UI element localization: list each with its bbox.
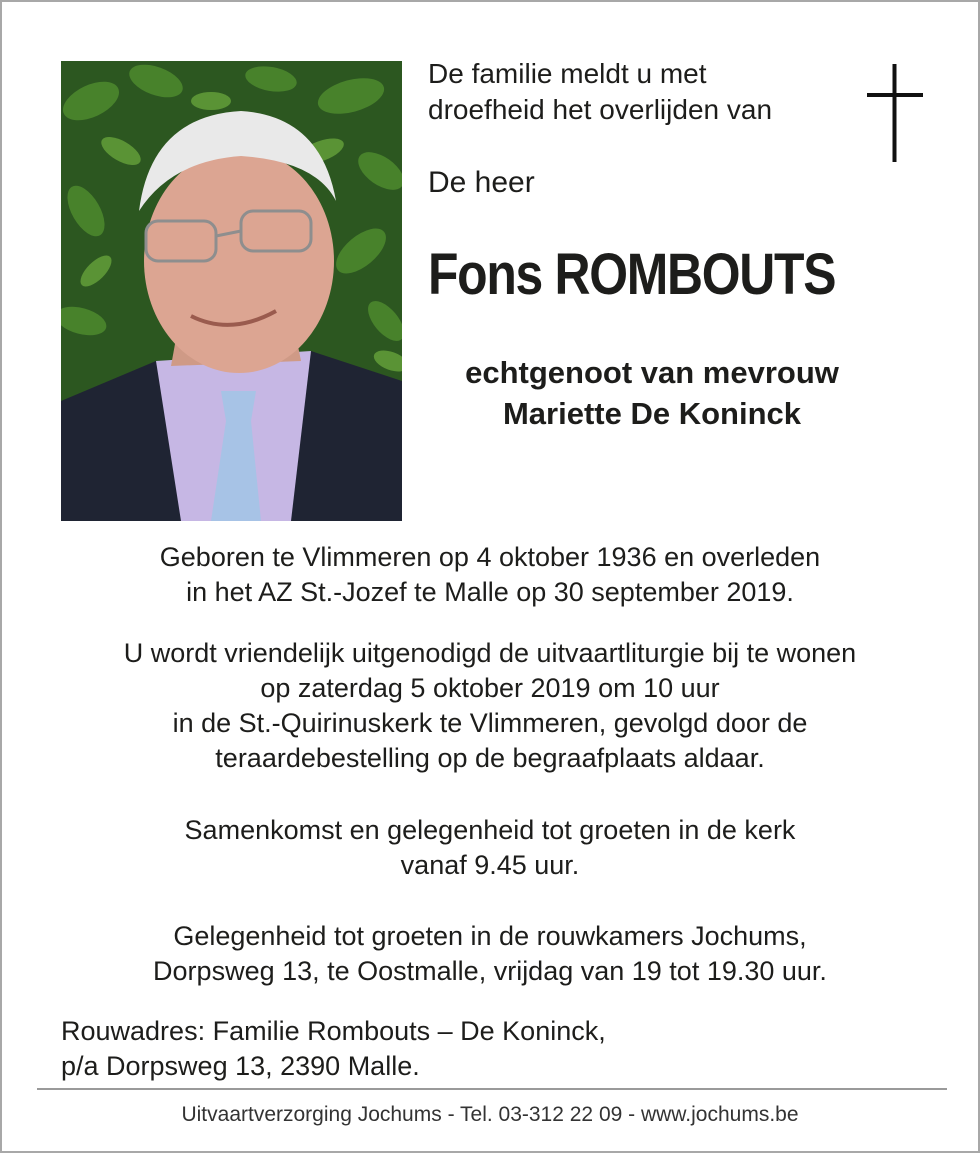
viewing-line-1: Gelegenheid tot groeten in de rouwkamers Jochums,	[173, 921, 807, 951]
viewing-line-2: Dorpsweg 13, te Oostmalle, vrijdag van 19 tot 19.30 uur.	[153, 956, 827, 986]
invitation-line-2: op zaterdag 5 oktober 2019 om 10 uur	[260, 673, 720, 703]
birth-death-line-2: in het AZ St.-Jozef te Malle op 30 september 2019.	[186, 577, 794, 607]
announcement-intro	[428, 56, 772, 128]
spouse-line-1: echtgenoot van mevrouw	[465, 355, 839, 390]
footer-divider	[37, 1088, 947, 1090]
invitation-line-3: in de St.-Quirinuskerk te Vlimmeren, gevolgd door de	[172, 708, 808, 738]
gathering-line-1: Samenkomst en gelegenheid tot groeten in de kerk	[184, 815, 796, 845]
mourning-address	[61, 1014, 606, 1084]
deceased-name: Fons ROMBOUTS	[428, 242, 836, 307]
birth-death-line-1: Geboren te Vlimmeren op 4 oktober 1936 en overleden	[159, 542, 821, 572]
gathering-line-2: vanaf 9.45 uur.	[400, 850, 580, 880]
funeral-director-footer: Uitvaartverzorging Jochums - Tel. 03-312 22 09 - www.jochums.be	[181, 1103, 799, 1126]
spouse-info	[402, 352, 902, 434]
portrait-photo	[61, 61, 402, 521]
honorific: De heer	[428, 166, 535, 199]
address-line-2: p/a Dorpsweg 13, 2390 Malle.	[61, 1051, 420, 1081]
spouse-line-2: Mariette De Koninck	[502, 396, 801, 431]
invitation-line-1: U wordt vriendelijk uitgenodigd de uitvaartliturgie bij te wonen	[123, 638, 857, 668]
gathering-info	[2, 813, 978, 883]
intro-line-1: De familie meldt u met	[428, 58, 707, 89]
intro-line-2: droefheid het overlijden van	[428, 94, 773, 125]
funeral-invitation	[2, 636, 978, 776]
birth-death-info	[2, 540, 978, 610]
viewing-info	[2, 919, 978, 989]
cross-icon	[864, 64, 926, 162]
invitation-line-4: teraardebestelling op de begraafplaats aldaar.	[215, 743, 765, 773]
address-line-1: Rouwadres: Familie Rombouts – De Koninck,	[61, 1016, 606, 1046]
